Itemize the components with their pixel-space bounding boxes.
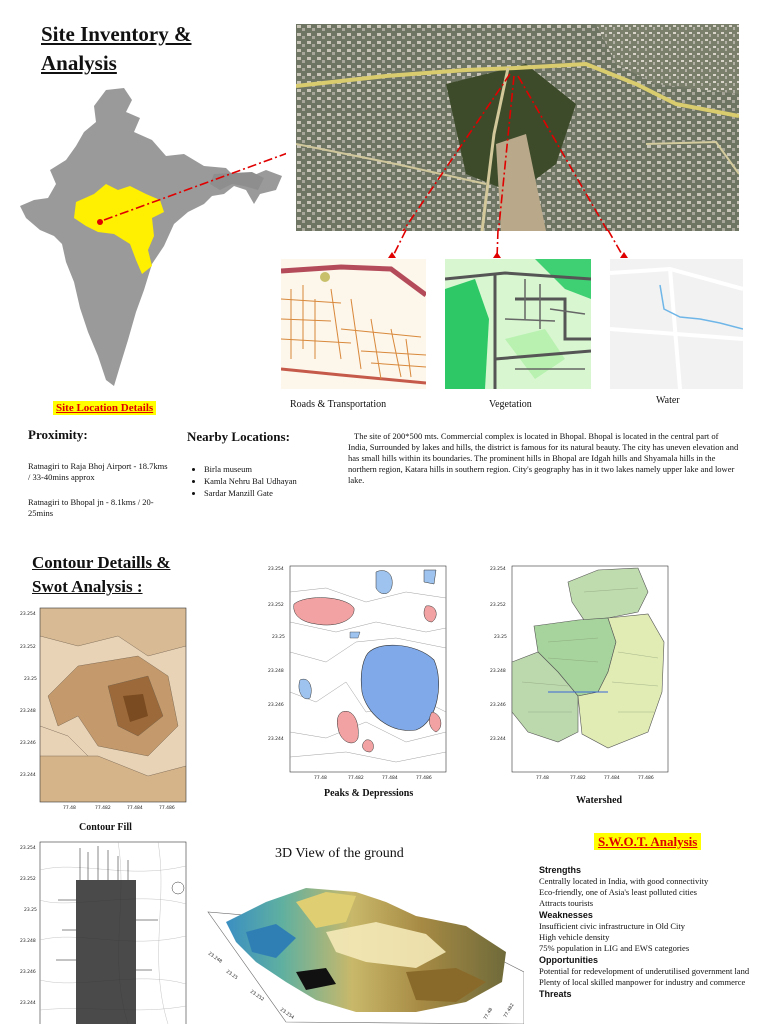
3d-terrain-view xyxy=(206,872,524,1024)
x-tick: 77.484 xyxy=(604,776,620,781)
contour-heading-line-2: Swot Analysis : xyxy=(32,577,143,596)
y-tick: 23.248 xyxy=(490,669,506,674)
site-location-label: Site Location Details xyxy=(53,401,156,415)
proximity-item: Ratnagiri to Raja Bhoj Airport - 18.7kms / 33-40mins approx xyxy=(28,461,168,482)
y-tick: 23.252 xyxy=(268,603,284,608)
x-tick: 77.486 xyxy=(638,776,654,781)
northeast-region xyxy=(210,172,264,190)
axis-tick: 77.48 xyxy=(483,1007,495,1021)
nearby-list xyxy=(190,463,297,499)
y-tick: 23.246 xyxy=(490,703,506,708)
site-description: The site of 200*500 mts. Commercial complex is located in Bhopal. Bhopal is located in the central part of India, Surrounded by lakes and hills, the district is famous for its natural beauty. The city has uneven elevation and has small hills within its boundaries. The prominent hills in Bhopal are Idgah hills and Shyamala hills in the northern region, Katara hills in southern region. City's geography has in it two lakes namely upper lake and lower lake. xyxy=(348,431,739,485)
y-tick: 23.25 xyxy=(494,635,507,640)
page-title xyxy=(41,20,192,78)
survey-points-cluster xyxy=(76,880,136,1024)
roads-map-caption: Roads & Transportation xyxy=(290,399,387,410)
y-tick: 23.254 xyxy=(268,567,284,572)
contour-fill-plot xyxy=(18,606,190,818)
axis-tick: 77.482 xyxy=(503,1002,516,1019)
list-item: Plenty of local skilled manpower for industry and commerce xyxy=(539,977,746,987)
list-item: • Sardar Manzill Gate xyxy=(204,487,297,499)
y-tick: 23.246 xyxy=(20,970,36,975)
list-item: High vehicle density xyxy=(539,932,610,942)
y-tick: 23.252 xyxy=(20,645,36,650)
y-tick: 23.254 xyxy=(20,846,36,851)
watershed-caption: Watershed xyxy=(576,795,623,806)
y-tick: 23.244 xyxy=(490,737,506,742)
y-tick: 23.254 xyxy=(490,567,506,572)
roads-map xyxy=(281,259,426,389)
axis-tick: 23.254 xyxy=(278,1007,295,1021)
y-tick: 23.25 xyxy=(272,635,285,640)
x-tick: 77.48 xyxy=(536,776,549,781)
x-tick: 77.486 xyxy=(416,776,432,781)
water-map-caption: Water xyxy=(656,395,680,406)
contour-fill-caption: Contour Fill xyxy=(79,822,132,833)
peaks-depressions-plot xyxy=(266,562,450,784)
survey-points-plot xyxy=(18,840,190,1024)
title-line-2: Analysis xyxy=(41,51,117,75)
list-item: Potential for redevelopment of underutilised government land xyxy=(539,966,750,976)
pointer-roads-tip xyxy=(392,230,406,258)
y-tick: 23.252 xyxy=(490,603,506,608)
peaks-caption: Peaks & Depressions xyxy=(324,788,414,799)
list-item: • Birla museum xyxy=(204,463,297,475)
pointer-extensions xyxy=(280,230,750,260)
x-tick: 77.484 xyxy=(127,806,143,811)
y-tick: 23.248 xyxy=(20,939,36,944)
y-tick: 23.254 xyxy=(20,612,36,617)
vegetation-map xyxy=(445,259,591,389)
contour-heading-line-1: Contour Detaills & xyxy=(32,553,171,572)
list-item: 75% population in LIG and EWS categories xyxy=(539,943,690,953)
y-tick: 23.244 xyxy=(20,773,36,778)
site-location-dot xyxy=(97,219,103,225)
swot-list xyxy=(539,864,765,1000)
list-item: Insufficient civic infrastructure in Old City xyxy=(539,921,685,931)
y-tick: 23.252 xyxy=(20,877,36,882)
axis-tick: 23.252 xyxy=(248,989,265,1003)
opportunities-heading: Opportunities xyxy=(539,955,598,965)
contour-heading xyxy=(32,551,171,599)
weaknesses-heading: Weaknesses xyxy=(539,910,593,920)
list-item: • Kamla Nehru Bal Udhayan xyxy=(204,475,297,487)
x-tick: 77.48 xyxy=(63,806,76,811)
x-tick: 77.482 xyxy=(95,806,111,811)
satellite-image xyxy=(296,24,739,231)
x-tick: 77.482 xyxy=(570,776,586,781)
proximity-item: Ratnagiri to Bhopal jn - 8.1kms / 20-25mins xyxy=(28,497,154,518)
arrow-water-icon xyxy=(620,252,628,258)
threats-heading: Threats xyxy=(539,989,572,999)
y-tick: 23.25 xyxy=(24,677,37,682)
x-tick: 77.486 xyxy=(159,806,175,811)
arrow-vegetation-icon xyxy=(493,252,501,258)
strengths-heading: Strengths xyxy=(539,865,582,875)
y-tick: 23.244 xyxy=(20,1001,36,1006)
y-tick: 23.246 xyxy=(268,703,284,708)
x-tick: 77.48 xyxy=(314,776,327,781)
list-item: Centrally located in India, with good connectivity xyxy=(539,876,709,886)
water-map xyxy=(610,259,743,389)
swot-title: S.W.O.T. Analysis xyxy=(594,833,701,850)
nearby-heading: Nearby Locations: xyxy=(187,429,290,444)
list-item: Eco-friendly, one of Asia's least polluted cities xyxy=(539,887,697,897)
list-item: Attracts tourists xyxy=(539,898,594,908)
proximity-heading: Proximity: xyxy=(28,427,88,442)
axis-tick: 23.248 xyxy=(206,951,223,965)
watershed-plot xyxy=(488,562,672,784)
india-map xyxy=(14,86,286,392)
y-tick: 23.244 xyxy=(268,737,284,742)
axis-tick: 23.25 xyxy=(224,969,239,982)
vegetation-map-caption: Vegetation xyxy=(489,399,532,410)
y-tick: 23.248 xyxy=(20,709,36,714)
view3d-title: 3D View of the ground xyxy=(275,846,404,861)
x-tick: 77.484 xyxy=(382,776,398,781)
pointer-water-tip xyxy=(608,230,624,258)
x-tick: 77.482 xyxy=(348,776,364,781)
y-tick: 23.248 xyxy=(268,669,284,674)
title-line-1: Site Inventory & xyxy=(41,22,192,46)
y-tick: 23.25 xyxy=(24,908,37,913)
y-tick: 23.246 xyxy=(20,741,36,746)
